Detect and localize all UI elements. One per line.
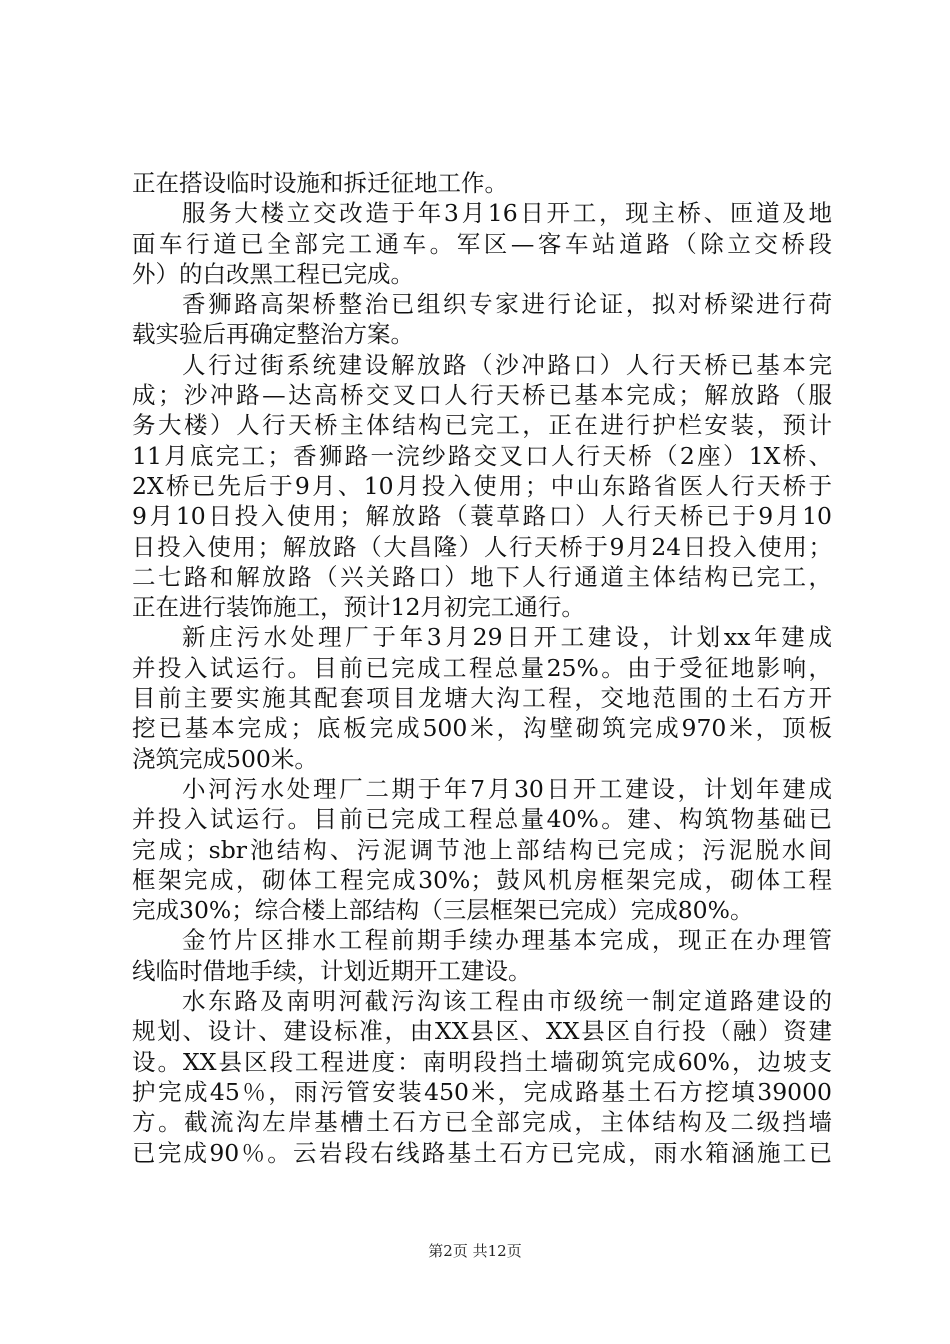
paragraph [132, 774, 832, 925]
text-line: 完成30%；综合楼上部结构（三层框架已完成）完成80%。 [132, 896, 754, 925]
text-line: 日投入使用；解放路（大昌隆）人行天桥于9月24日投入使用； [132, 532, 832, 561]
text-line: 载实验后再确定整治方案。 [132, 320, 414, 349]
text-line: 并投入试运行。目前已完成工程总量25%。由于受征地影响， [132, 653, 832, 682]
text-line: 2X桥已先后于9月、10月投入使用；中山东路省医人行天桥于 [132, 471, 832, 500]
text-line: 面车行道已全部完工通车。军区—客车站道路（除立交桥段 [132, 229, 832, 258]
text-line: 金竹片区排水工程前期手续办理基本完成，现正在办理管 [182, 926, 832, 955]
text-line: 正在进行装饰施工，预计12月初完工通行。 [132, 593, 585, 622]
paragraph [132, 925, 832, 986]
text-line: 方。截流沟左岸基槽土石方已全部完成，主体结构及二级挡墙 [132, 1108, 832, 1137]
text-line: 成；沙冲路—达高桥交叉口人行天桥已基本完成；解放路（服 [132, 381, 832, 410]
text-line: 正在搭设临时设施和拆迁征地工作。 [132, 169, 508, 197]
paragraph [132, 622, 832, 773]
page-footer [0, 1240, 950, 1261]
text-line: 设。XX县区段工程进度：南明段挡土墙砌筑完成60%，边坡支 [132, 1047, 832, 1076]
text-line: 9月10日投入使用；解放路（蓑草路口）人行天桥已于9月10 [132, 502, 832, 531]
text-line: 并投入试运行。目前已完成工程总量40%。建、构筑物基础已 [132, 805, 832, 834]
paragraph [132, 198, 832, 289]
text-line: 务大楼）人行天桥主体结构已完工，正在进行护栏安装，预计 [132, 411, 832, 440]
text-line: 已完成90％。云岩段右线路基土石方已完成，雨水箱涵施工已 [132, 1138, 832, 1167]
text-line: 小河污水处理厂二期于年7月30日开工建设，计划年建成 [182, 774, 832, 803]
paragraph [132, 168, 832, 198]
text-line: 二七路和解放路（兴关路口）地下人行通道主体结构已完工， [132, 562, 832, 591]
text-line: 框架完成，砌体工程完成30%；鼓风机房框架完成，砌体工程 [132, 865, 832, 894]
text-line: 新庄污水处理厂于年3月29日开工建设，计划xx年建成 [182, 623, 832, 652]
paragraph [132, 350, 832, 623]
text-line: 线临时借地手续，计划近期开工建设。 [132, 956, 532, 985]
text-line: 人行过街系统建设解放路（沙冲路口）人行天桥已基本完 [182, 350, 832, 379]
text-line: 挖已基本完成；底板完成500米，沟壁砌筑完成970米，顶板 [132, 714, 832, 743]
paragraph [132, 986, 832, 1168]
text-line: 规划、设计、建设标准，由XX县区、XX县区自行投（融）资建 [132, 1017, 832, 1046]
text-line: 11月底完工；香狮路一浣纱路交叉口人行天桥（2座）1X桥、 [132, 441, 832, 470]
text-line: 目前主要实施其配套项目龙塘大沟工程，交地范围的土石方开 [132, 684, 832, 713]
page-number-label: 第2页 共12页 [428, 1242, 522, 1260]
text-line: 浇筑完成500米。 [132, 744, 318, 773]
text-line: 服务大楼立交改造于年3月16日开工，现主桥、匝道及地 [182, 199, 832, 228]
text-line: 外）的白改黑工程已完成。 [132, 259, 414, 288]
document-body [132, 168, 832, 1168]
text-line: 香狮路高架桥整治已组织专家进行论证，拟对桥梁进行荷 [182, 290, 832, 319]
text-line: 水东路及南明河截污沟该工程由市级统一制定道路建设的 [182, 987, 832, 1016]
paragraph [132, 289, 832, 350]
text-line: 护完成45％，雨污管安装450米，完成路基土石方挖填39000 [132, 1077, 832, 1106]
text-line: 完成；sbr池结构、污泥调节池上部结构已完成；污泥脱水间 [132, 835, 832, 864]
